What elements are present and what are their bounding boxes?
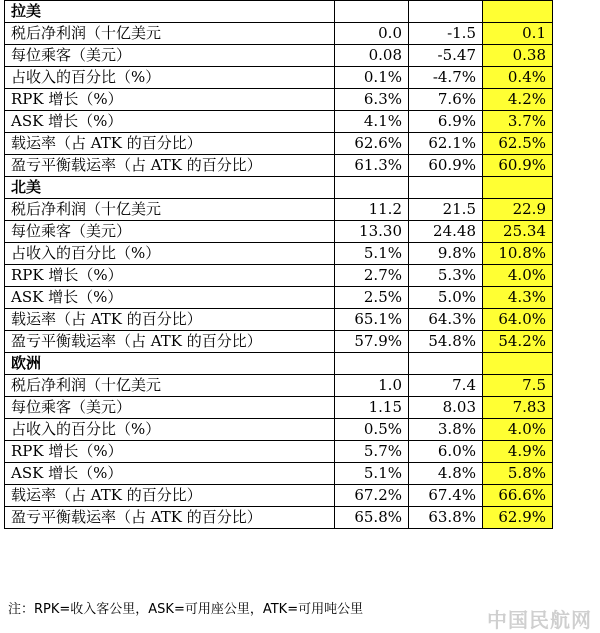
highlighted-value-cell: 22.9 (483, 199, 553, 221)
highlighted-value-cell: 66.6% (483, 485, 553, 507)
table-row (5, 375, 553, 397)
highlighted-value-cell: 64.0% (483, 309, 553, 331)
value-cell: 65.8% (335, 507, 409, 529)
value-cell: 5.7% (335, 441, 409, 463)
value-cell: 3.8% (409, 419, 483, 441)
highlighted-value-cell: 4.2% (483, 89, 553, 111)
row-label: 载运率（占 ATK 的百分比） (5, 485, 335, 507)
value-cell: 64.3% (409, 309, 483, 331)
value-cell: 0.08 (335, 45, 409, 67)
empty-cell (335, 1, 409, 23)
table-row (5, 397, 553, 419)
table-row (5, 221, 553, 243)
highlighted-value-cell: 54.2% (483, 331, 553, 353)
region-label: 欧洲 (5, 353, 335, 375)
value-cell: 6.0% (409, 441, 483, 463)
row-label: 盈亏平衡载运率（占 ATK 的百分比） (5, 507, 335, 529)
table-row (5, 331, 553, 353)
row-label: 每位乘客（美元） (5, 397, 335, 419)
value-cell: 2.7% (335, 265, 409, 287)
highlighted-value-cell: 4.9% (483, 441, 553, 463)
row-label: 盈亏平衡载运率（占 ATK 的百分比） (5, 331, 335, 353)
empty-cell (335, 177, 409, 199)
region-label: 北美 (5, 177, 335, 199)
table-row (5, 243, 553, 265)
value-cell: 62.6% (335, 133, 409, 155)
table-row (5, 155, 553, 177)
table-row (5, 133, 553, 155)
highlighted-value-cell: 0.4% (483, 67, 553, 89)
row-label: RPK 增长（%） (5, 265, 335, 287)
row-label: RPK 增长（%） (5, 89, 335, 111)
row-label: ASK 增长（%） (5, 111, 335, 133)
value-cell: 7.6% (409, 89, 483, 111)
region-header-row (5, 177, 553, 199)
value-cell: 9.8% (409, 243, 483, 265)
table-row (5, 441, 553, 463)
table-row (5, 507, 553, 529)
value-cell: 6.9% (409, 111, 483, 133)
table-row (5, 67, 553, 89)
value-cell: 54.8% (409, 331, 483, 353)
table-row (5, 265, 553, 287)
highlighted-value-cell: 4.0% (483, 419, 553, 441)
highlighted-value-cell: 25.34 (483, 221, 553, 243)
row-label: 税后净利润（十亿美元 (5, 23, 335, 45)
table-row (5, 111, 553, 133)
highlighted-value-cell: 62.9% (483, 507, 553, 529)
value-cell: 0.0 (335, 23, 409, 45)
table-row (5, 287, 553, 309)
highlighted-value-cell: 0.38 (483, 45, 553, 67)
empty-cell (483, 1, 553, 23)
value-cell: 4.1% (335, 111, 409, 133)
value-cell: 65.1% (335, 309, 409, 331)
row-label: RPK 增长（%） (5, 441, 335, 463)
value-cell: 5.1% (335, 243, 409, 265)
value-cell: 13.30 (335, 221, 409, 243)
table-row (5, 199, 553, 221)
row-label: 税后净利润（十亿美元 (5, 199, 335, 221)
table-row (5, 419, 553, 441)
region-header-row (5, 353, 553, 375)
table-row (5, 45, 553, 67)
row-label: 占收入的百分比（%） (5, 243, 335, 265)
value-cell: -4.7% (409, 67, 483, 89)
table-row (5, 89, 553, 111)
row-label: 占收入的百分比（%） (5, 67, 335, 89)
highlighted-value-cell: 5.8% (483, 463, 553, 485)
empty-cell (409, 1, 483, 23)
table-row (5, 309, 553, 331)
value-cell: 57.9% (335, 331, 409, 353)
value-cell: -1.5 (409, 23, 483, 45)
highlighted-value-cell: 7.5 (483, 375, 553, 397)
empty-cell (483, 353, 553, 375)
value-cell: 2.5% (335, 287, 409, 309)
highlighted-value-cell: 4.0% (483, 265, 553, 287)
table-row (5, 463, 553, 485)
value-cell: 8.03 (409, 397, 483, 419)
highlighted-value-cell: 4.3% (483, 287, 553, 309)
value-cell: 5.0% (409, 287, 483, 309)
empty-cell (335, 353, 409, 375)
row-label: ASK 增长（%） (5, 463, 335, 485)
row-label: 占收入的百分比（%） (5, 419, 335, 441)
highlighted-value-cell: 60.9% (483, 155, 553, 177)
empty-cell (409, 353, 483, 375)
row-label: ASK 增长（%） (5, 287, 335, 309)
highlighted-value-cell: 3.7% (483, 111, 553, 133)
value-cell: 6.3% (335, 89, 409, 111)
table-body (5, 1, 553, 529)
empty-cell (409, 177, 483, 199)
value-cell: 63.8% (409, 507, 483, 529)
row-label: 载运率（占 ATK 的百分比） (5, 309, 335, 331)
row-label: 每位乘客（美元） (5, 45, 335, 67)
value-cell: 21.5 (409, 199, 483, 221)
row-label: 税后净利润（十亿美元 (5, 375, 335, 397)
highlighted-value-cell: 62.5% (483, 133, 553, 155)
value-cell: 67.4% (409, 485, 483, 507)
footnote: 注：RPK=收入客公里，ASK=可用座公里，ATK=可用吨公里 (8, 602, 364, 617)
value-cell: 7.4 (409, 375, 483, 397)
watermark-logo: 中国民航网 (487, 608, 592, 632)
value-cell: 0.5% (335, 419, 409, 441)
highlighted-value-cell: 7.83 (483, 397, 553, 419)
value-cell: 60.9% (409, 155, 483, 177)
region-label: 拉美 (5, 1, 335, 23)
value-cell: 5.3% (409, 265, 483, 287)
value-cell: -5.47 (409, 45, 483, 67)
value-cell: 24.48 (409, 221, 483, 243)
value-cell: 62.1% (409, 133, 483, 155)
value-cell: 11.2 (335, 199, 409, 221)
value-cell: 5.1% (335, 463, 409, 485)
value-cell: 61.3% (335, 155, 409, 177)
value-cell: 67.2% (335, 485, 409, 507)
value-cell: 1.0 (335, 375, 409, 397)
row-label: 载运率（占 ATK 的百分比） (5, 133, 335, 155)
highlighted-value-cell: 0.1 (483, 23, 553, 45)
row-label: 每位乘客（美元） (5, 221, 335, 243)
airline-profit-table (4, 0, 553, 529)
row-label: 盈亏平衡载运率（占 ATK 的百分比） (5, 155, 335, 177)
empty-cell (483, 177, 553, 199)
table-row (5, 485, 553, 507)
value-cell: 0.1% (335, 67, 409, 89)
highlighted-value-cell: 10.8% (483, 243, 553, 265)
value-cell: 4.8% (409, 463, 483, 485)
table-row (5, 23, 553, 45)
region-header-row (5, 1, 553, 23)
value-cell: 1.15 (335, 397, 409, 419)
